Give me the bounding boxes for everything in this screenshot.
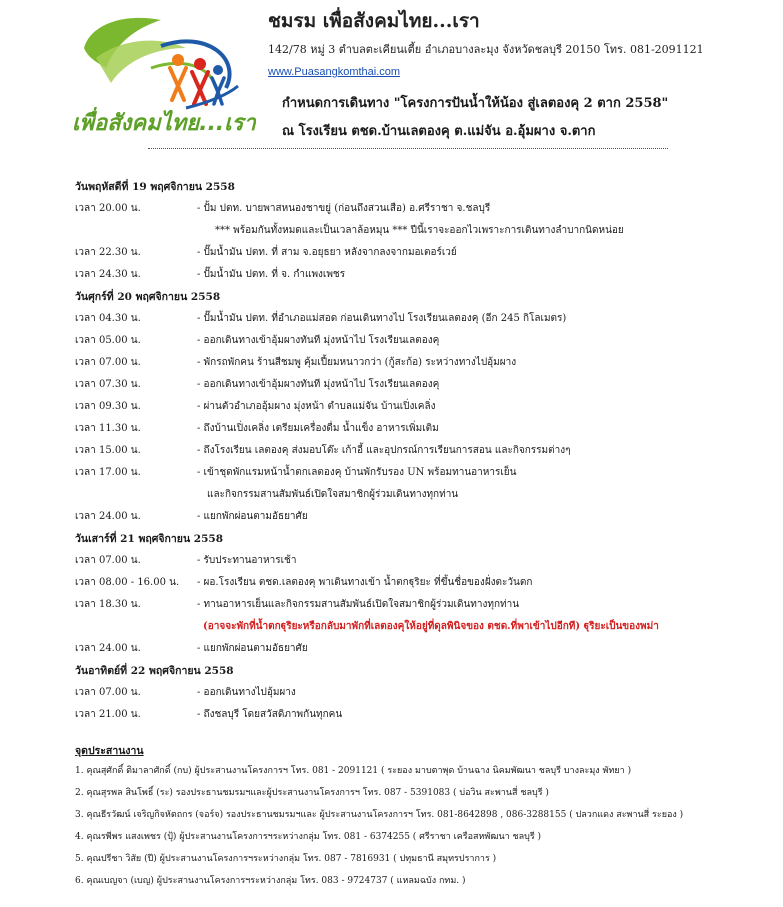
- schedule-description: - ผ่านตัวอำเภออุ้มผาง มุ่งหน้า ตำบลแม่จัน บ้านเปิ่งเคลิ่ง: [197, 401, 436, 412]
- schedule-time: เวลา 21.00 น.: [75, 709, 141, 720]
- schedule-description: - ทานอาหารเย็นและกิจกรรมสานสัมพันธ์เปิดใจสมาชิกผู้ร่วมเดินทางทุกท่าน: [197, 599, 520, 610]
- schedule-row: [75, 264, 765, 286]
- schedule-description: - ปั๊มน้ำมัน ปตท. ที่อำเภอแม่สอด ก่อนเดินทางไป โรงเรียนเลตองคุ (อีก 245 กิโลเมตร): [197, 313, 567, 324]
- schedule-time: เวลา 11.30 น.: [75, 423, 141, 434]
- logo-graphic: [66, 8, 256, 138]
- club-logo: [66, 8, 256, 138]
- schedule-description: - ถึงโรงเรียน เลตองคุ ส่งมอบโต๊ะ เก้าอี้ และอุปกรณ์การเรียนการสอน และกิจกรรมต่างๆ: [197, 445, 571, 456]
- schedule-note: และกิจกรรมสานสัมพันธ์เปิดใจสมาชิกผู้ร่วมเดินทางทุกท่าน: [207, 489, 459, 500]
- schedule-row: [75, 550, 765, 572]
- schedule-time: เวลา 24.00 น.: [75, 643, 141, 654]
- day-heading: วันเสาร์ที่ 21 พฤศจิกายน 2558: [75, 533, 224, 545]
- schedule-row: [75, 352, 765, 374]
- logo-figure: [170, 68, 186, 100]
- contact-item: 2. คุณสุรพล สินโพธิ์ (ระ) รองประธานชมรมฯและผู้ประสานงานโครงการฯ โทร. 087 - 5391083 ( บ่อวิน สะพานสี่ ชลบุรี ): [75, 788, 549, 798]
- schedule-time: เวลา 05.00 น.: [75, 335, 141, 346]
- contact-item: 6. คุณเบญจา (เบญ) ผู้ประสานงานโครงการฯระหว่างกลุ่ม โทร. 083 - 9724737 ( แหลมฉบัง กทม. ): [75, 876, 466, 886]
- itinerary-schedule: [75, 176, 765, 726]
- schedule-warning-note: (อาจจะพักที่น้ำตกฐุริยะหรือกลับมาพักที่เลตองคุให้อยู่ที่ดุลพินิจของ ตชด.ที่พาเข้าไปอีกที) ฐุริยะเป็นของพม่า: [203, 621, 659, 632]
- header-divider: [148, 148, 668, 149]
- logo-arc: [186, 86, 238, 108]
- schedule-row: [75, 462, 765, 484]
- schedule-row: [75, 572, 765, 594]
- schedule-time: เวลา 07.00 น.: [75, 555, 141, 566]
- contacts-section: [75, 742, 775, 892]
- schedule-description: - ถึงชลบุรี โดยสวัสดิภาพกันทุกคน: [197, 709, 343, 720]
- org-name: ชมรม เพื่อสังคมไทย...เรา: [268, 10, 480, 32]
- schedule-row: [75, 374, 765, 396]
- schedule-description: - ปั๊มน้ำมัน ปตท. ที่ จ. กำแพงเพชร: [197, 269, 346, 280]
- schedule-time: เวลา 15.00 น.: [75, 445, 141, 456]
- schedule-description: - รับประทานอาหารเช้า: [197, 555, 297, 566]
- contacts-list: [75, 760, 775, 892]
- schedule-time: เวลา 20.00 น.: [75, 203, 141, 214]
- schedule-time: เวลา 24.30 น.: [75, 269, 141, 280]
- schedule-row: [75, 396, 765, 418]
- schedule-time: เวลา 08.00 - 16.00 น.: [75, 577, 180, 588]
- contact-item: 3. คุณธีรวัฒน์ เจริญกิจหัตถกร (จอร์จ) รองประธานชมรมฯและ ผู้ประสานงานโครงการฯ โทร. 081-8642898 , 086-3288155 ( ปลวกแดง สะพานสี่ ระยอง ): [75, 810, 684, 820]
- schedule-row: [75, 506, 765, 528]
- contact-item: 4. คุณรพีพร แสงเพชร (ปุ้) ผู้ประสานงานโครงการฯระหว่างกลุ่ม โทร. 081 - 6374255 ( ศรีราชา เครือสหพัฒนา ชลบุรี ): [75, 832, 542, 842]
- schedule-description: - แยกพักผ่อนตามอัธยาศัย: [197, 643, 308, 654]
- schedule-description: - ถึงบ้านเปิ่งเคลิ่ง เตรียมเครื่องดื่ม น้ำแข็ง อาหารเพิ่มเติม: [197, 423, 439, 434]
- schedule-row: [75, 330, 765, 352]
- schedule-time: เวลา 24.00 น.: [75, 511, 141, 522]
- schedule-row: [75, 198, 765, 220]
- schedule-time: เวลา 04.30 น.: [75, 313, 141, 324]
- schedule-time: เวลา 18.30 น.: [75, 599, 141, 610]
- schedule-description: - พักรถพักคน ร้านสีชมพู คุ้มเปี้ยมหนาวกว่า (กู้สะก้อ) ระหว่างทางไปอุ้มผาง: [197, 357, 517, 368]
- schedule-description: - ผอ.โรงเรียน ตชด.เลตองคุ พาเดินทางเข้า น้ำตกฐุริยะ ที่ขึ้นชื่อของฝั่งตะวันตก: [197, 577, 533, 588]
- schedule-description: - ออกเดินทางเข้าอุ้มผางทันที มุ่งหน้าไป โรงเรียนเลตองคุ: [197, 335, 440, 346]
- org-address: 142/78 หมู่ 3 ตำบลตะเคียนเตี้ย อำเภอบางละมุง จังหวัดชลบุรี 20150 โทร. 081-2091121: [268, 43, 704, 56]
- schedule-row: [75, 594, 765, 616]
- schedule-time: เวลา 07.00 น.: [75, 357, 141, 368]
- schedule-time: เวลา 09.30 น.: [75, 401, 141, 412]
- schedule-description: - ปั้ม ปตท. บายพาสหนองชาขยู่ (ก่อนถึงสวนเสือ) อ.ศรีราชา จ.ชลบุรี: [197, 203, 491, 214]
- contact-item: 5. คุณปรีชา วิสัย (ปี) ผู้ประสานงานโครงการฯระหว่างกลุ่ม โทร. 087 - 7816931 ( ปทุมธานี สมุทรปราการ ): [75, 854, 497, 864]
- schedule-row: [75, 440, 765, 462]
- logo-wordmark: เพื่อสังคมไทย...เรา: [72, 111, 256, 136]
- day-heading: วันศุกร์ที่ 20 พฤศจิกายน 2558: [75, 291, 221, 303]
- day-heading: วันอาทิตย์ที่ 22 พฤศจิกายน 2558: [75, 665, 234, 677]
- schedule-description: - ออกเดินทางเข้าอุ้มผางทันที มุ่งหน้าไป โรงเรียนเลตองคุ: [197, 379, 440, 390]
- schedule-row: [75, 308, 765, 330]
- schedule-description: - เข้าชุดพักแรมหน้าน้ำตกเลตองคุ บ้านพักรับรอง UN พร้อมทานอาหารเย็น: [197, 467, 517, 478]
- event-title: กำหนดการเดินทาง "โครงการปันน้ำให้น้อง สู่เลตองคุ 2 ตาก 2558": [282, 96, 669, 111]
- schedule-row: [75, 242, 765, 264]
- logo-figure-head: [194, 58, 206, 70]
- schedule-time: เวลา 17.00 น.: [75, 467, 141, 478]
- schedule-time: เวลา 07.00 น.: [75, 687, 141, 698]
- schedule-row: [75, 682, 765, 704]
- logo-figure-head: [213, 65, 223, 75]
- org-website-link[interactable]: www.Puasangkomthai.com: [268, 66, 401, 78]
- schedule-row: [75, 418, 765, 440]
- logo-figure: [192, 72, 208, 104]
- day-heading: วันพฤหัสดีที่ 19 พฤศจิกายน 2558: [75, 181, 235, 193]
- schedule-time: เวลา 22.30 น.: [75, 247, 141, 258]
- schedule-row: [75, 704, 765, 726]
- schedule-time: เวลา 07.30 น.: [75, 379, 141, 390]
- schedule-description: - ออกเดินทางไปอุ้มผาง: [197, 687, 296, 698]
- logo-figure-head: [172, 54, 184, 66]
- contact-item: 1. คุณสุศักดิ์ ติมาลาศักดิ์ (กบ) ผู้ประสานงานโครงการฯ โทร. 081 - 2091121 ( ระยอง มาบตาพุด บ้านฉาง นิคมพัฒนา ชลบุรี บางละมุง พัทยา ): [75, 766, 632, 776]
- schedule-description: - แยกพักผ่อนตามอัธยาศัย: [197, 511, 308, 522]
- schedule-description: - ปั๊มน้ำมัน ปตท. ที่ สาม จ.อยุธยา หลังจากลงจากมอเตอร์เวย์: [197, 247, 457, 258]
- event-location: ณ โรงเรียน ตชด.บ้านเลตองคุ ต.แม่จัน อ.อุ้มผาง จ.ตาก: [282, 124, 596, 139]
- schedule-row: [75, 638, 765, 660]
- contacts-title: จุดประสานงาน: [75, 745, 144, 757]
- schedule-note: *** พร้อมกันทั้งหมดและเป็นเวลาล้อหมุน *** ปีนี้เราจะออกไวเพราะการเดินทางลำบากนิดหน่อย: [215, 225, 624, 236]
